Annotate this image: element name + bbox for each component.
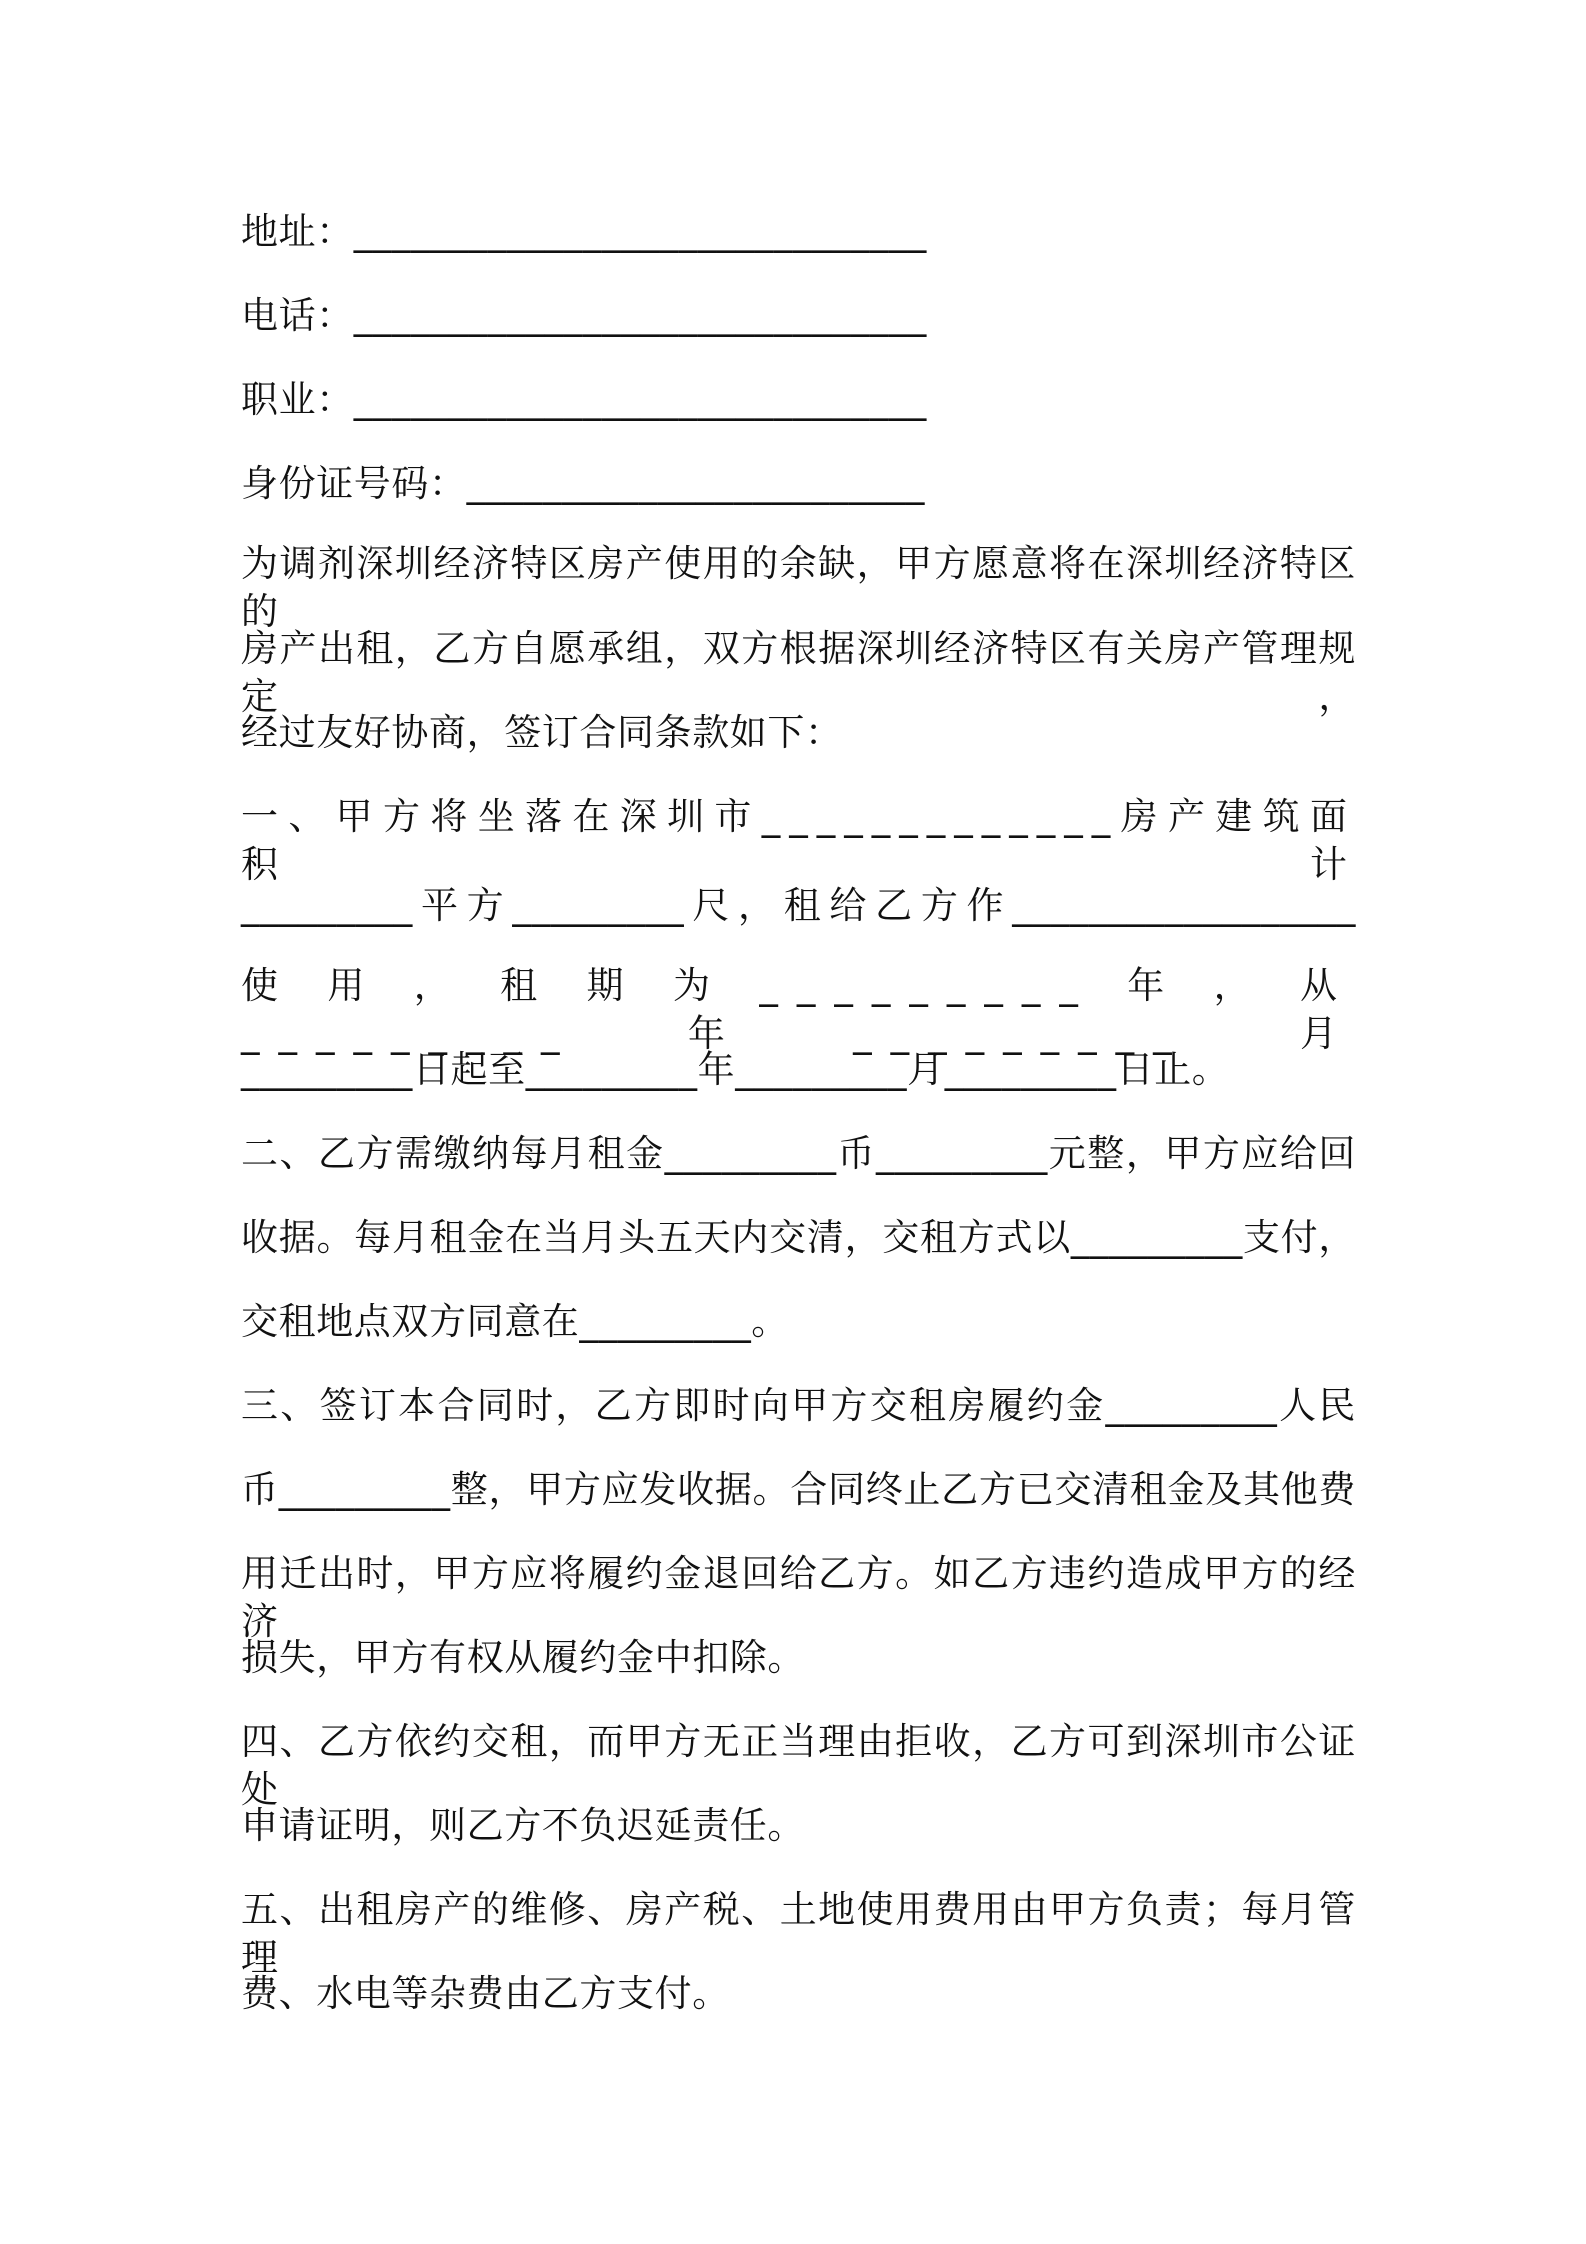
clause-4-line-2: 申请证明，则乙方不负迟延责任。 xyxy=(241,1804,805,1847)
clause-1-line-2: _________平方_________尺，租给乙方作__________________ xyxy=(241,884,1356,927)
clause-2-line-2: 收据。每月租金在当月头五天内交清，交租方式以_________支付， xyxy=(241,1216,1356,1259)
address-line: 地址：______________________________ xyxy=(241,210,927,253)
id-number-line: 身份证号码：________________________ xyxy=(241,462,925,505)
clause-1-line-3: 使用，租期为_________年，从_________年_________月 xyxy=(241,964,1356,1055)
phone-line: 电话：______________________________ xyxy=(241,294,927,337)
clause-5-line-1: 五、出租房产的维修、房产税、土地使用费用由甲方负责；每月管理 xyxy=(241,1888,1356,1979)
clause-4-line-1: 四、乙方依约交租，而甲方无正当理由拒收，乙方可到深圳市公证处 xyxy=(241,1720,1356,1811)
clause-5-line-2: 费、水电等杂费由乙方支付。 xyxy=(241,1972,730,2015)
clause-2-line-3: 交租地点双方同意在_________。 xyxy=(241,1300,789,1343)
clause-3-line-4: 损失，甲方有权从履约金中扣除。 xyxy=(241,1636,805,1679)
clause-2-line-1: 二、乙方需缴纳每月租金_________币_________元整，甲方应给回 xyxy=(241,1132,1356,1175)
preamble-line-3: 经过友好协商，签订合同条款如下： xyxy=(241,711,843,754)
clause-3-line-1: 三、签订本合同时，乙方即时向甲方交租房履约金_________人民 xyxy=(241,1384,1356,1427)
preamble-line-2: 房产出租，乙方自愿承组，双方根据深圳经济特区有关房产管理规定， xyxy=(241,627,1356,718)
clause-1-line-1: 一、甲方将坐落在深圳市_____________房产建筑面积计 xyxy=(241,795,1356,886)
preamble-line-1: 为调剂深圳经济特区房产使用的余缺，甲方愿意将在深圳经济特区的 xyxy=(241,542,1356,633)
occupation-line: 职业：______________________________ xyxy=(241,378,927,421)
clause-3-line-2: 币_________整，甲方应发收据。合同终止乙方已交清租金及其他费 xyxy=(241,1468,1356,1511)
clause-3-line-3: 用迁出时，甲方应将履约金退回给乙方。如乙方违约造成甲方的经济 xyxy=(241,1552,1356,1643)
clause-1-line-4: _________日起至_________年_________月_________日止。 xyxy=(241,1048,1230,1091)
